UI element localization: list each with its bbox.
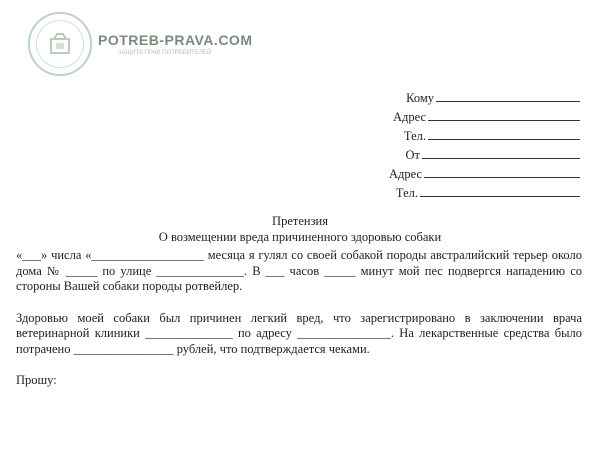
document-body — [16, 248, 582, 389]
sender-row-from — [380, 145, 580, 164]
sender-label: Адрес — [388, 167, 422, 181]
recipient-block — [380, 88, 580, 202]
recipient-label: Адрес — [392, 110, 426, 124]
brand-name: POTREB-PRAVA.COM — [98, 32, 253, 48]
fill-line — [428, 107, 580, 121]
recipient-row-phone — [380, 126, 580, 145]
brand-tagline: ЗАЩИТА ПРАВ ПОТРЕБИТЕЛЕЙ — [118, 50, 212, 56]
sender-label: От — [405, 148, 420, 162]
sender-label: Тел. — [395, 186, 418, 200]
recipient-row-address — [380, 107, 580, 126]
fill-line — [420, 183, 580, 197]
document-subtitle: О возмещении вреда причиненного здоровью собаки — [158, 230, 442, 244]
document-title: Претензия — [272, 214, 328, 228]
closing-request: Прошу: — [16, 373, 57, 387]
fill-line — [424, 164, 580, 178]
logo-emblem-icon — [36, 20, 84, 68]
paragraph-incident: «___» числа «__________________ месяца я гулял со своей собакой породы австралийский терьер около дома № _____ по улице ______________. В ___ часов _____ минут мой пес подвергся нападению со стороны Вашей собаки породы ротвейлер. — [16, 248, 582, 293]
recipient-label: Кому — [406, 91, 434, 105]
recipient-row-to — [380, 88, 580, 107]
sender-row-address — [380, 164, 580, 183]
sender-row-phone — [380, 183, 580, 202]
recipient-label: Тел. — [403, 129, 426, 143]
fill-line — [422, 145, 580, 159]
paragraph-damage: Здоровью моей собаки был причинен легкий вред, что зарегистрировано в заключении врача ветеринарной клиники ______________ по адресу _______________. На лекарственные средства было потрачено ________________ рублей, что подтверждается чеками. — [16, 310, 582, 356]
brand-logo — [28, 12, 92, 76]
fill-line — [428, 126, 580, 140]
fill-line — [436, 88, 580, 102]
